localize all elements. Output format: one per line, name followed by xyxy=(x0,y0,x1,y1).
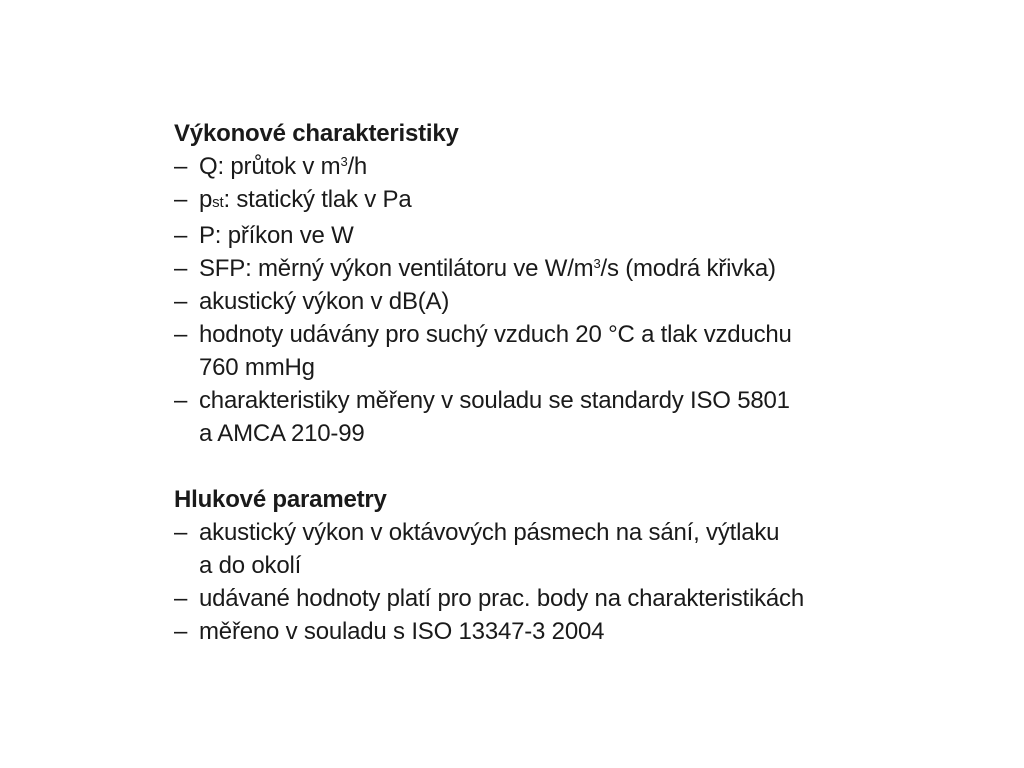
bullet-dash: – xyxy=(174,387,188,414)
bullet-dash: – xyxy=(174,585,188,612)
bullet-dash: – xyxy=(174,321,188,348)
bullet-dash: – xyxy=(174,519,188,546)
list-item: – P: příkon ve W xyxy=(174,219,974,252)
section-title: Výkonové charakteristiky xyxy=(174,120,459,147)
list-item: – hodnoty udávány pro suchý vzduch 20 °C a tlak vzduchu 760 mmHg xyxy=(174,318,974,384)
bullet-dash: – xyxy=(174,222,188,249)
list-item: – udávané hodnoty platí pro prac. body na charakteristikách xyxy=(174,582,974,615)
list-item: – pst: statický tlak v Pa xyxy=(174,183,974,219)
bullet-dash: – xyxy=(174,288,188,315)
section-performance xyxy=(174,117,974,450)
bullet-dash: – xyxy=(174,255,188,282)
section-noise xyxy=(174,483,974,648)
list-item: – měřeno v souladu s ISO 13347-3 2004 xyxy=(174,615,974,648)
list-item: – SFP: měrný výkon ventilátoru ve $W/m^3/s$ (modrá křivka) xyxy=(174,252,974,285)
bullet-dash: – xyxy=(174,153,188,180)
list-item: – akustický výkon v dB(A) xyxy=(174,285,974,318)
bullet-list xyxy=(174,150,974,450)
section-title: Hlukové parametry xyxy=(174,486,387,513)
list-item: – akustický výkon v oktávových pásmech na sání, výtlaku a do okolí xyxy=(174,516,974,582)
document-body xyxy=(174,117,974,648)
list-item: – Q: průtok v $m^3/h$ xyxy=(174,150,974,183)
bullet-list xyxy=(174,516,974,648)
bullet-dash: – xyxy=(174,618,188,645)
bullet-dash: – xyxy=(174,186,188,213)
list-item: – charakteristiky měřeny v souladu se standardy ISO 5801 a AMCA 210-99 xyxy=(174,384,974,450)
